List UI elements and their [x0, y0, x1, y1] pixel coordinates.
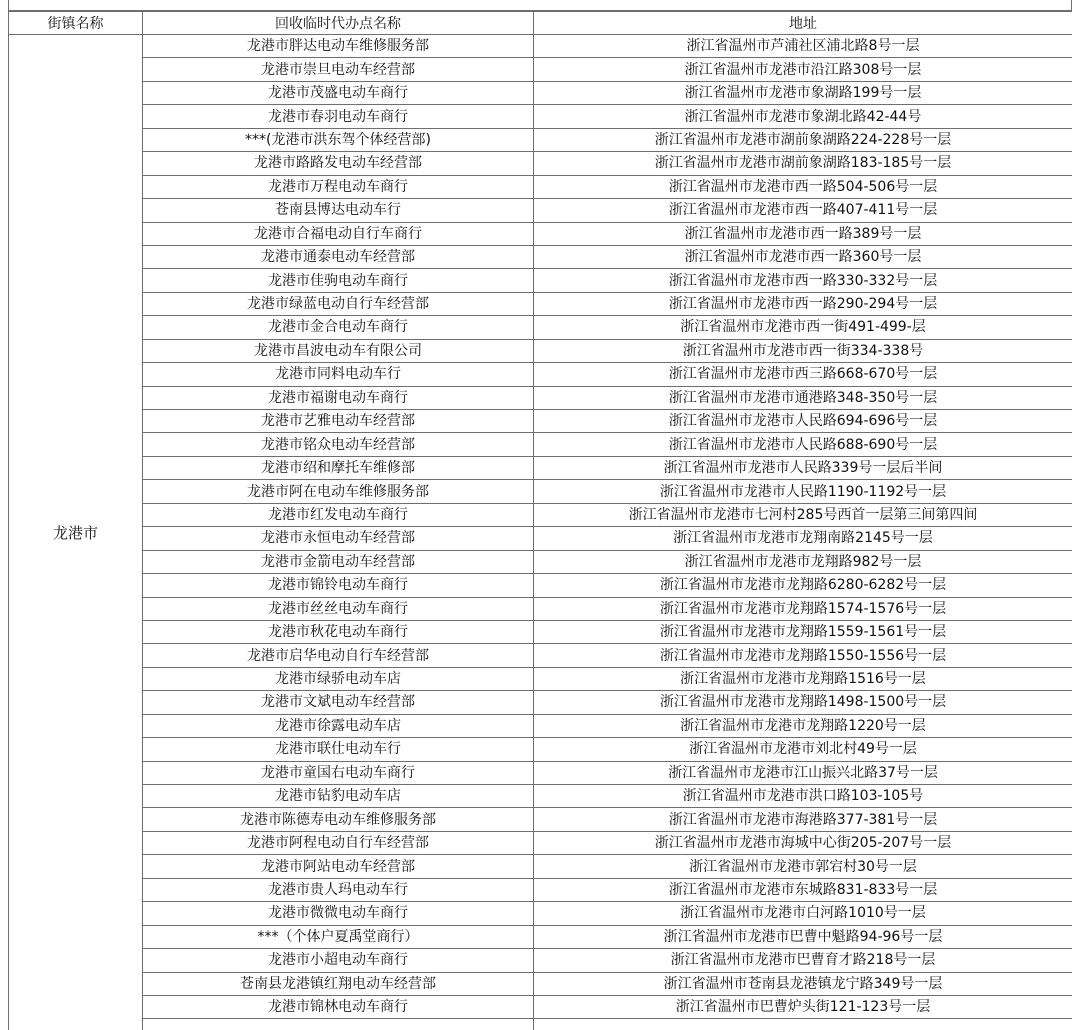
table-row [9, 667, 1073, 690]
address-cell: 浙江省温州市龙港市巴曹中魁路94-96号一层 [534, 925, 1073, 948]
table-row [9, 550, 1073, 573]
table-row [9, 105, 1073, 128]
point-name-cell: 龙港市绿蓝电动自行车经营部 [143, 292, 534, 315]
address-cell: 浙江省温州市龙港市江山振兴北路37号一层 [534, 761, 1073, 784]
point-name-cell: 龙港市福谢电动车商行 [143, 386, 534, 409]
table-row [9, 81, 1073, 104]
point-name-cell: 龙港市徐露电动车店 [143, 714, 534, 737]
table-row-partial [9, 1019, 1073, 1030]
address-cell: 浙江省温州市龙港市龙翔路1220号一层 [534, 714, 1073, 737]
address-cell: 浙江省温州市龙港市西一路360号一层 [534, 245, 1073, 268]
address-cell: 浙江省温州市龙港市龙翔路1516号一层 [534, 667, 1073, 690]
point-name-cell: 龙港市阿程电动自行车经营部 [143, 831, 534, 854]
address-cell: 浙江省温州市龙港市人民路339号一层后半间 [534, 456, 1073, 479]
table-row [9, 972, 1073, 995]
table-row [9, 925, 1073, 948]
point-name-cell: 龙港市铭众电动车经营部 [143, 433, 534, 456]
table-row [9, 855, 1073, 878]
table-row [9, 995, 1073, 1018]
point-name-cell: 龙港市秋花电动车商行 [143, 620, 534, 643]
table-row [9, 808, 1073, 831]
point-name-cell: 龙港市昌波电动车有限公司 [143, 339, 534, 362]
empty-cell [534, 1019, 1073, 1030]
point-name-cell: 龙港市启华电动自行车经营部 [143, 644, 534, 667]
point-name-cell: ***（个体户夏禹堂商行） [143, 925, 534, 948]
address-cell: 浙江省温州市龙港市西一路330-332号一层 [534, 269, 1073, 292]
point-name-cell: 龙港市微微电动车商行 [143, 902, 534, 925]
table-row [9, 363, 1073, 386]
table-row [9, 620, 1073, 643]
address-cell: 浙江省温州市龙港市西一路407-411号一层 [534, 199, 1073, 222]
point-name-cell: 龙港市艺雅电动车经营部 [143, 410, 534, 433]
table-row [9, 175, 1073, 198]
address-cell: 浙江省温州市龙港市郭宕村30号一层 [534, 855, 1073, 878]
table-row [9, 339, 1073, 362]
point-name-cell: 龙港市丝丝电动车商行 [143, 597, 534, 620]
table-row [9, 152, 1073, 175]
table-row [9, 878, 1073, 901]
table-row [9, 503, 1073, 526]
table-row [9, 691, 1073, 714]
address-cell: 浙江省温州市龙港市巴曹育才路218号一层 [534, 949, 1073, 972]
table-row [9, 480, 1073, 503]
table-row [9, 785, 1073, 808]
table-row [9, 410, 1073, 433]
table-row [9, 245, 1073, 268]
spreadsheet [8, 0, 1072, 1030]
point-name-cell: 龙港市合福电动自行车商行 [143, 222, 534, 245]
point-name-cell: 龙港市崇旦电动车经营部 [143, 58, 534, 81]
point-name-cell: 龙港市茂盛电动车商行 [143, 81, 534, 104]
point-name-cell: 龙港市万程电动车商行 [143, 175, 534, 198]
address-cell: 浙江省温州市龙港市七河村285号西首一层第三间第四间 [534, 503, 1073, 526]
point-name-cell: ***(龙港市洪东驾个体经营部) [143, 128, 534, 151]
point-name-cell: 龙港市通泰电动车经营部 [143, 245, 534, 268]
point-name-cell: 龙港市绿骄电动车店 [143, 667, 534, 690]
address-cell: 浙江省温州市龙港市龙翔路1559-1561号一层 [534, 620, 1073, 643]
table-row [9, 714, 1073, 737]
table-row [9, 292, 1073, 315]
address-cell: 浙江省温州市龙港市人民路694-696号一层 [534, 410, 1073, 433]
point-name-cell: 苍南县龙港镇红翔电动车经营部 [143, 972, 534, 995]
table-row [9, 574, 1073, 597]
table-row [9, 222, 1073, 245]
address-cell: 浙江省温州市龙港市龙翔路1574-1576号一层 [534, 597, 1073, 620]
address-cell: 浙江省温州市龙港市刘北村49号一层 [534, 738, 1073, 761]
address-cell: 浙江省温州市龙港市西一街334-338号 [534, 339, 1073, 362]
address-cell: 浙江省温州市巴曹炉头街121-123号一层 [534, 995, 1073, 1018]
address-cell: 浙江省温州市龙港市龙翔路1550-1556号一层 [534, 644, 1073, 667]
address-cell: 浙江省温州市龙港市西一路389号一层 [534, 222, 1073, 245]
address-cell: 浙江省温州市龙港市海港路377-381号一层 [534, 808, 1073, 831]
table-row [9, 269, 1073, 292]
empty-cell [143, 1019, 534, 1030]
point-name-cell: 龙港市永恒电动车经营部 [143, 527, 534, 550]
address-cell: 浙江省温州市龙港市西一路290-294号一层 [534, 292, 1073, 315]
table-row [9, 738, 1073, 761]
table-row [9, 644, 1073, 667]
address-cell: 浙江省温州市龙港市人民路1190-1192号一层 [534, 480, 1073, 503]
point-name-cell: 龙港市阿在电动车维修服务部 [143, 480, 534, 503]
table-row [9, 761, 1073, 784]
table-row [9, 386, 1073, 409]
point-name-cell: 苍南县博达电动车行 [143, 199, 534, 222]
address-cell: 浙江省温州市龙港市象湖路199号一层 [534, 81, 1073, 104]
table-row [9, 35, 1073, 58]
town-cell: 龙港市 [9, 35, 143, 1030]
address-cell: 浙江省温州市龙港市龙翔路982号一层 [534, 550, 1073, 573]
table-row [9, 527, 1073, 550]
point-name-cell: 龙港市小超电动车商行 [143, 949, 534, 972]
table-row [9, 456, 1073, 479]
address-cell: 浙江省温州市芦浦社区浦北路8号一层 [534, 35, 1073, 58]
point-name-cell: 龙港市绍和摩托车维修部 [143, 456, 534, 479]
address-cell: 浙江省温州市龙港市东城路831-833号一层 [534, 878, 1073, 901]
address-cell: 浙江省温州市龙港市象湖北路42-44号 [534, 105, 1073, 128]
recycling-points-table [8, 11, 1072, 1030]
table-row [9, 902, 1073, 925]
point-name-cell: 龙港市文斌电动车经营部 [143, 691, 534, 714]
table-row [9, 831, 1073, 854]
table-row [9, 433, 1073, 456]
address-cell: 浙江省温州市龙港市沿江路308号一层 [534, 58, 1073, 81]
point-name-cell: 龙港市胖达电动车维修服务部 [143, 35, 534, 58]
point-name-cell: 龙港市阿站电动车经营部 [143, 855, 534, 878]
address-cell: 浙江省温州市龙港市西一街491-499-层 [534, 316, 1073, 339]
table-row [9, 128, 1073, 151]
address-cell: 浙江省温州市龙港市通港路348-350号一层 [534, 386, 1073, 409]
table-row [9, 199, 1073, 222]
address-cell: 浙江省温州市龙港市海城中心街205-207号一层 [534, 831, 1073, 854]
point-name-cell: 龙港市金箭电动车经营部 [143, 550, 534, 573]
table-header-row [9, 12, 1073, 35]
address-cell: 浙江省温州市苍南县龙港镇龙宁路349号一层 [534, 972, 1073, 995]
point-name-cell: 龙港市锦铃电动车商行 [143, 574, 534, 597]
point-name-cell: 龙港市红发电动车商行 [143, 503, 534, 526]
table-body [9, 35, 1073, 1030]
column-header-town: 街镇名称 [9, 12, 143, 35]
point-name-cell: 龙港市贵人玛电动车行 [143, 878, 534, 901]
column-header-address: 地址 [534, 12, 1073, 35]
point-name-cell: 龙港市陈德寿电动车维修服务部 [143, 808, 534, 831]
table-row [9, 949, 1073, 972]
address-cell: 浙江省温州市龙港市西三路668-670号一层 [534, 363, 1073, 386]
address-cell: 浙江省温州市龙港市白河路1010号一层 [534, 902, 1073, 925]
address-cell: 浙江省温州市龙港市湖前象湖路224-228号一层 [534, 128, 1073, 151]
address-cell: 浙江省温州市龙港市龙翔路6280-6282号一层 [534, 574, 1073, 597]
point-name-cell: 龙港市钻豹电动车店 [143, 785, 534, 808]
address-cell: 浙江省温州市龙港市洪口路103-105号 [534, 785, 1073, 808]
address-cell: 浙江省温州市龙港市龙翔南路2145号一层 [534, 527, 1073, 550]
table-row [9, 58, 1073, 81]
header-spacer-row [8, 0, 1072, 11]
point-name-cell: 龙港市金合电动车商行 [143, 316, 534, 339]
address-cell: 浙江省温州市龙港市人民路688-690号一层 [534, 433, 1073, 456]
address-cell: 浙江省温州市龙港市湖前象湖路183-185号一层 [534, 152, 1073, 175]
point-name-cell: 龙港市佳驹电动车商行 [143, 269, 534, 292]
point-name-cell: 龙港市同料电动车行 [143, 363, 534, 386]
point-name-cell: 龙港市联仕电动车行 [143, 738, 534, 761]
point-name-cell: 龙港市童国右电动车商行 [143, 761, 534, 784]
table-row [9, 597, 1073, 620]
point-name-cell: 龙港市锦林电动车商行 [143, 995, 534, 1018]
address-cell: 浙江省温州市龙港市龙翔路1498-1500号一层 [534, 691, 1073, 714]
table-row [9, 316, 1073, 339]
address-cell: 浙江省温州市龙港市西一路504-506号一层 [534, 175, 1073, 198]
point-name-cell: 龙港市春羽电动车商行 [143, 105, 534, 128]
point-name-cell: 龙港市路路发电动车经营部 [143, 152, 534, 175]
column-header-point-name: 回收临时代办点名称 [143, 12, 534, 35]
